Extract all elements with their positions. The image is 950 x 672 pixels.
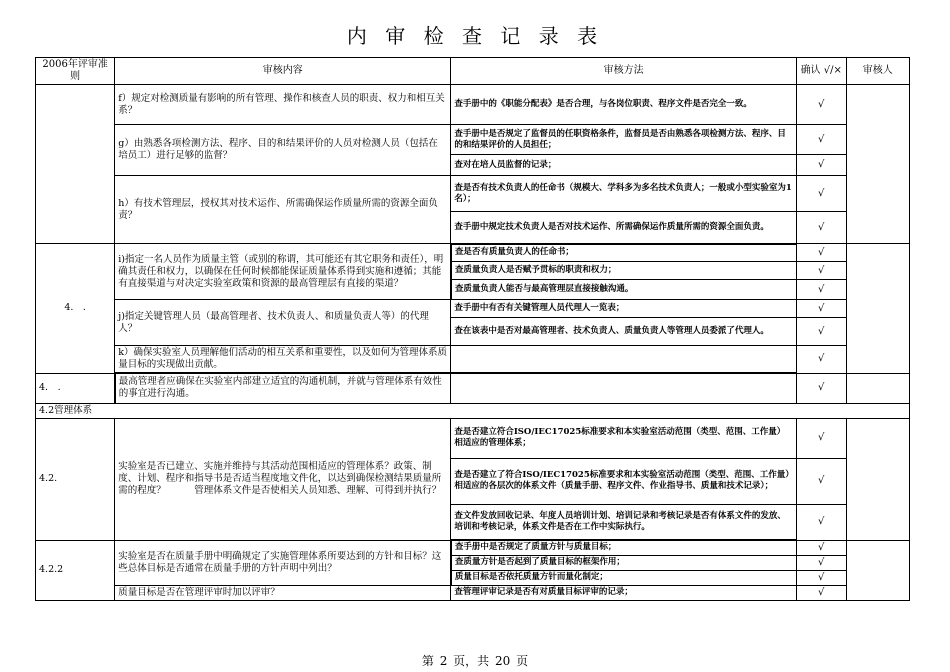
header-confirm: 确认 √/× [796, 58, 846, 85]
content-cell: 最高管理者应确保在实验室内部建立适宜的沟通机制，并就与管理体系有效性的事宜进行沟通。 [115, 373, 451, 403]
method-cell: 查质量负责人是否赋予贯标的职责和权力； [451, 262, 797, 280]
table-header-row [36, 58, 910, 85]
confirm-cell: √ [796, 555, 846, 570]
table-row [36, 300, 910, 318]
content-cell: k）确保实验室人员理解他们活动的相互关系和重要性，以及如何为管理体系质量目标的实现做出贡献。 [115, 346, 451, 374]
content-cell: i)指定一名人员作为质量主管（或别的称谓，其可能还有其它职务和责任），明确其责任和权力，以确保在任何时候都能保证质量体系得到实施和遵循；其能有直接渠道与对决定实验室政策和资源的最高管理层有直接的渠道？ [115, 244, 451, 300]
table-row [36, 373, 910, 403]
table-row [36, 585, 910, 600]
header-content: 审核内容 [115, 58, 451, 85]
reviewer-cell [846, 418, 909, 540]
content-cell: 实验室是否已建立、实施并维持与其活动范围相适应的管理体系？政策、制度、计划、程序和指导书是否适当程度地文件化，以达到确保检测结果质量所需的程度？ 管理体系文件是否使相关人员知悉、理解、可得到并执行？ [115, 418, 451, 540]
method-cell: 查质量方针是否起到了质量目标的框架作用； [451, 555, 797, 570]
method-cell: 查文件发放回收记录、年度人员培训计划、培训记录和考核记录是否有体系文件的发放、培训和考核记录，体系文件是否在工作中实际执行。 [451, 504, 797, 540]
confirm-cell: √ [796, 262, 846, 280]
method-cell: 查手册中是否规定了质量方针与质量目标； [451, 540, 797, 555]
table-row [36, 125, 910, 155]
confirm-cell: √ [796, 318, 846, 346]
table-row [36, 418, 910, 458]
reviewer-cell [846, 540, 909, 600]
confirm-cell: √ [796, 418, 846, 458]
method-cell: 查手册中是否规定了监督员的任职资格条件，监督员是否由熟悉各项检测方法、程序、目的和结果评价的人员担任； [451, 125, 797, 155]
method-cell: 查是否建立了符合ISO/IEC17025标准要求和本实验室活动范围（类型、范围、工作量）相适应的各层次的体系文件（质量手册、程序文件、作业指导书、质量和技术记录）； [451, 458, 797, 504]
method-cell [451, 373, 797, 403]
page-footer [0, 652, 950, 669]
header-rule: 2006年评审准则 [36, 58, 115, 85]
table-row [36, 540, 910, 555]
method-cell [451, 346, 797, 374]
table-row [36, 176, 910, 212]
method-cell: 查是否建立符合ISO/IEC17025标准要求和本实验室活动范围（类型、范围、工作量）相适应的管理体系； [451, 418, 797, 458]
content-cell: h）有技术管理层，授权其对技术运作、所需确保运作质量所需的资源全面负责？ [115, 176, 451, 244]
confirm-cell: √ [796, 280, 846, 300]
page-title: 内 审 检 查 记 录 表 [346, 24, 604, 48]
confirm-cell: √ [796, 85, 846, 125]
content-cell: 实验室是否在质量手册中明确规定了实施管理体系所要达到的方针和目标？这些总体目标是否通常在质量手册的方针声明中列出？ [115, 540, 451, 585]
table-row [36, 244, 910, 262]
rule-cell: 4.2. [36, 418, 115, 540]
rule-cell [36, 85, 115, 244]
section-row [36, 403, 910, 418]
content-cell: 质量目标是否在管理评审时加以评审？ [115, 585, 451, 600]
header-method: 审核方法 [451, 58, 797, 85]
audit-record-table [35, 57, 910, 601]
rule-cell: 4. . [36, 373, 115, 403]
method-cell: 查手册中规定技术负责人是否对技术运作、所需确保运作质量所需的资源全面负责。 [451, 212, 797, 244]
confirm-cell: √ [796, 570, 846, 585]
confirm-cell: √ [796, 125, 846, 155]
rule-cell: 4.2.2 [36, 540, 115, 600]
confirm-cell: √ [796, 346, 846, 374]
content-cell: g）由熟悉各项检测方法、程序、目的和结果评价的人员对检测人员（包括在培员工）进行足够的监督？ [115, 125, 451, 176]
confirm-cell: √ [796, 212, 846, 244]
confirm-cell: √ [796, 504, 846, 540]
method-cell: 查是否有质量负责人的任命书； [451, 244, 797, 262]
confirm-cell: √ [796, 244, 846, 262]
rule-cell: 4. . [36, 244, 115, 374]
content-cell: j)指定关键管理人员（最高管理者、技术负责人、和质量负责人等）的代理人？ [115, 300, 451, 346]
confirm-cell: √ [796, 585, 846, 600]
audit-record-table-container [35, 57, 910, 627]
section-label: 4.2管理体系 [36, 403, 910, 418]
method-cell: 查质量负责人能否与最高管理层直接接触沟通。 [451, 280, 797, 300]
method-cell: 查手册中的《职能分配表》是否合理，与各岗位职责、程序文件是否完全一致。 [451, 85, 797, 125]
header-reviewer: 审核人 [846, 58, 909, 85]
confirm-cell: √ [796, 540, 846, 555]
reviewer-cell [846, 244, 909, 374]
footer-total-pages: 20 [495, 654, 511, 668]
confirm-cell: √ [796, 373, 846, 403]
confirm-cell: √ [796, 300, 846, 318]
reviewer-cell [846, 85, 909, 244]
method-cell: 查在该表中是否对最高管理者、技术负责人、质量负责人等管理人员委派了代理人。 [451, 318, 797, 346]
reviewer-cell [846, 373, 909, 403]
method-cell: 质量目标是否依托质量方针而量化制定； [451, 570, 797, 585]
method-cell: 查是否有技术负责人的任命书（规模大、学科多为多名技术负责人；一般或小型实验室为1名）； [451, 176, 797, 212]
footer-suffix: 页 [516, 654, 529, 668]
table-row [36, 346, 910, 374]
footer-mid: 页，共 [453, 654, 490, 668]
table-row [36, 85, 910, 125]
method-cell: 查管理评审记录是否有对质量目标评审的记录； [451, 585, 797, 600]
footer-page-number: 2 [439, 654, 448, 668]
method-cell: 查手册中有否有关键管理人员代理人一览表； [451, 300, 797, 318]
method-cell: 查对在培人员监督的记录； [451, 155, 797, 176]
confirm-cell: √ [796, 458, 846, 504]
content-cell: f）规定对检测质量有影响的所有管理、操作和核查人员的职责、权力和相互关系？ [115, 85, 451, 125]
confirm-cell: √ [796, 176, 846, 212]
footer-prefix: 第 [421, 654, 434, 668]
confirm-cell: √ [796, 155, 846, 176]
